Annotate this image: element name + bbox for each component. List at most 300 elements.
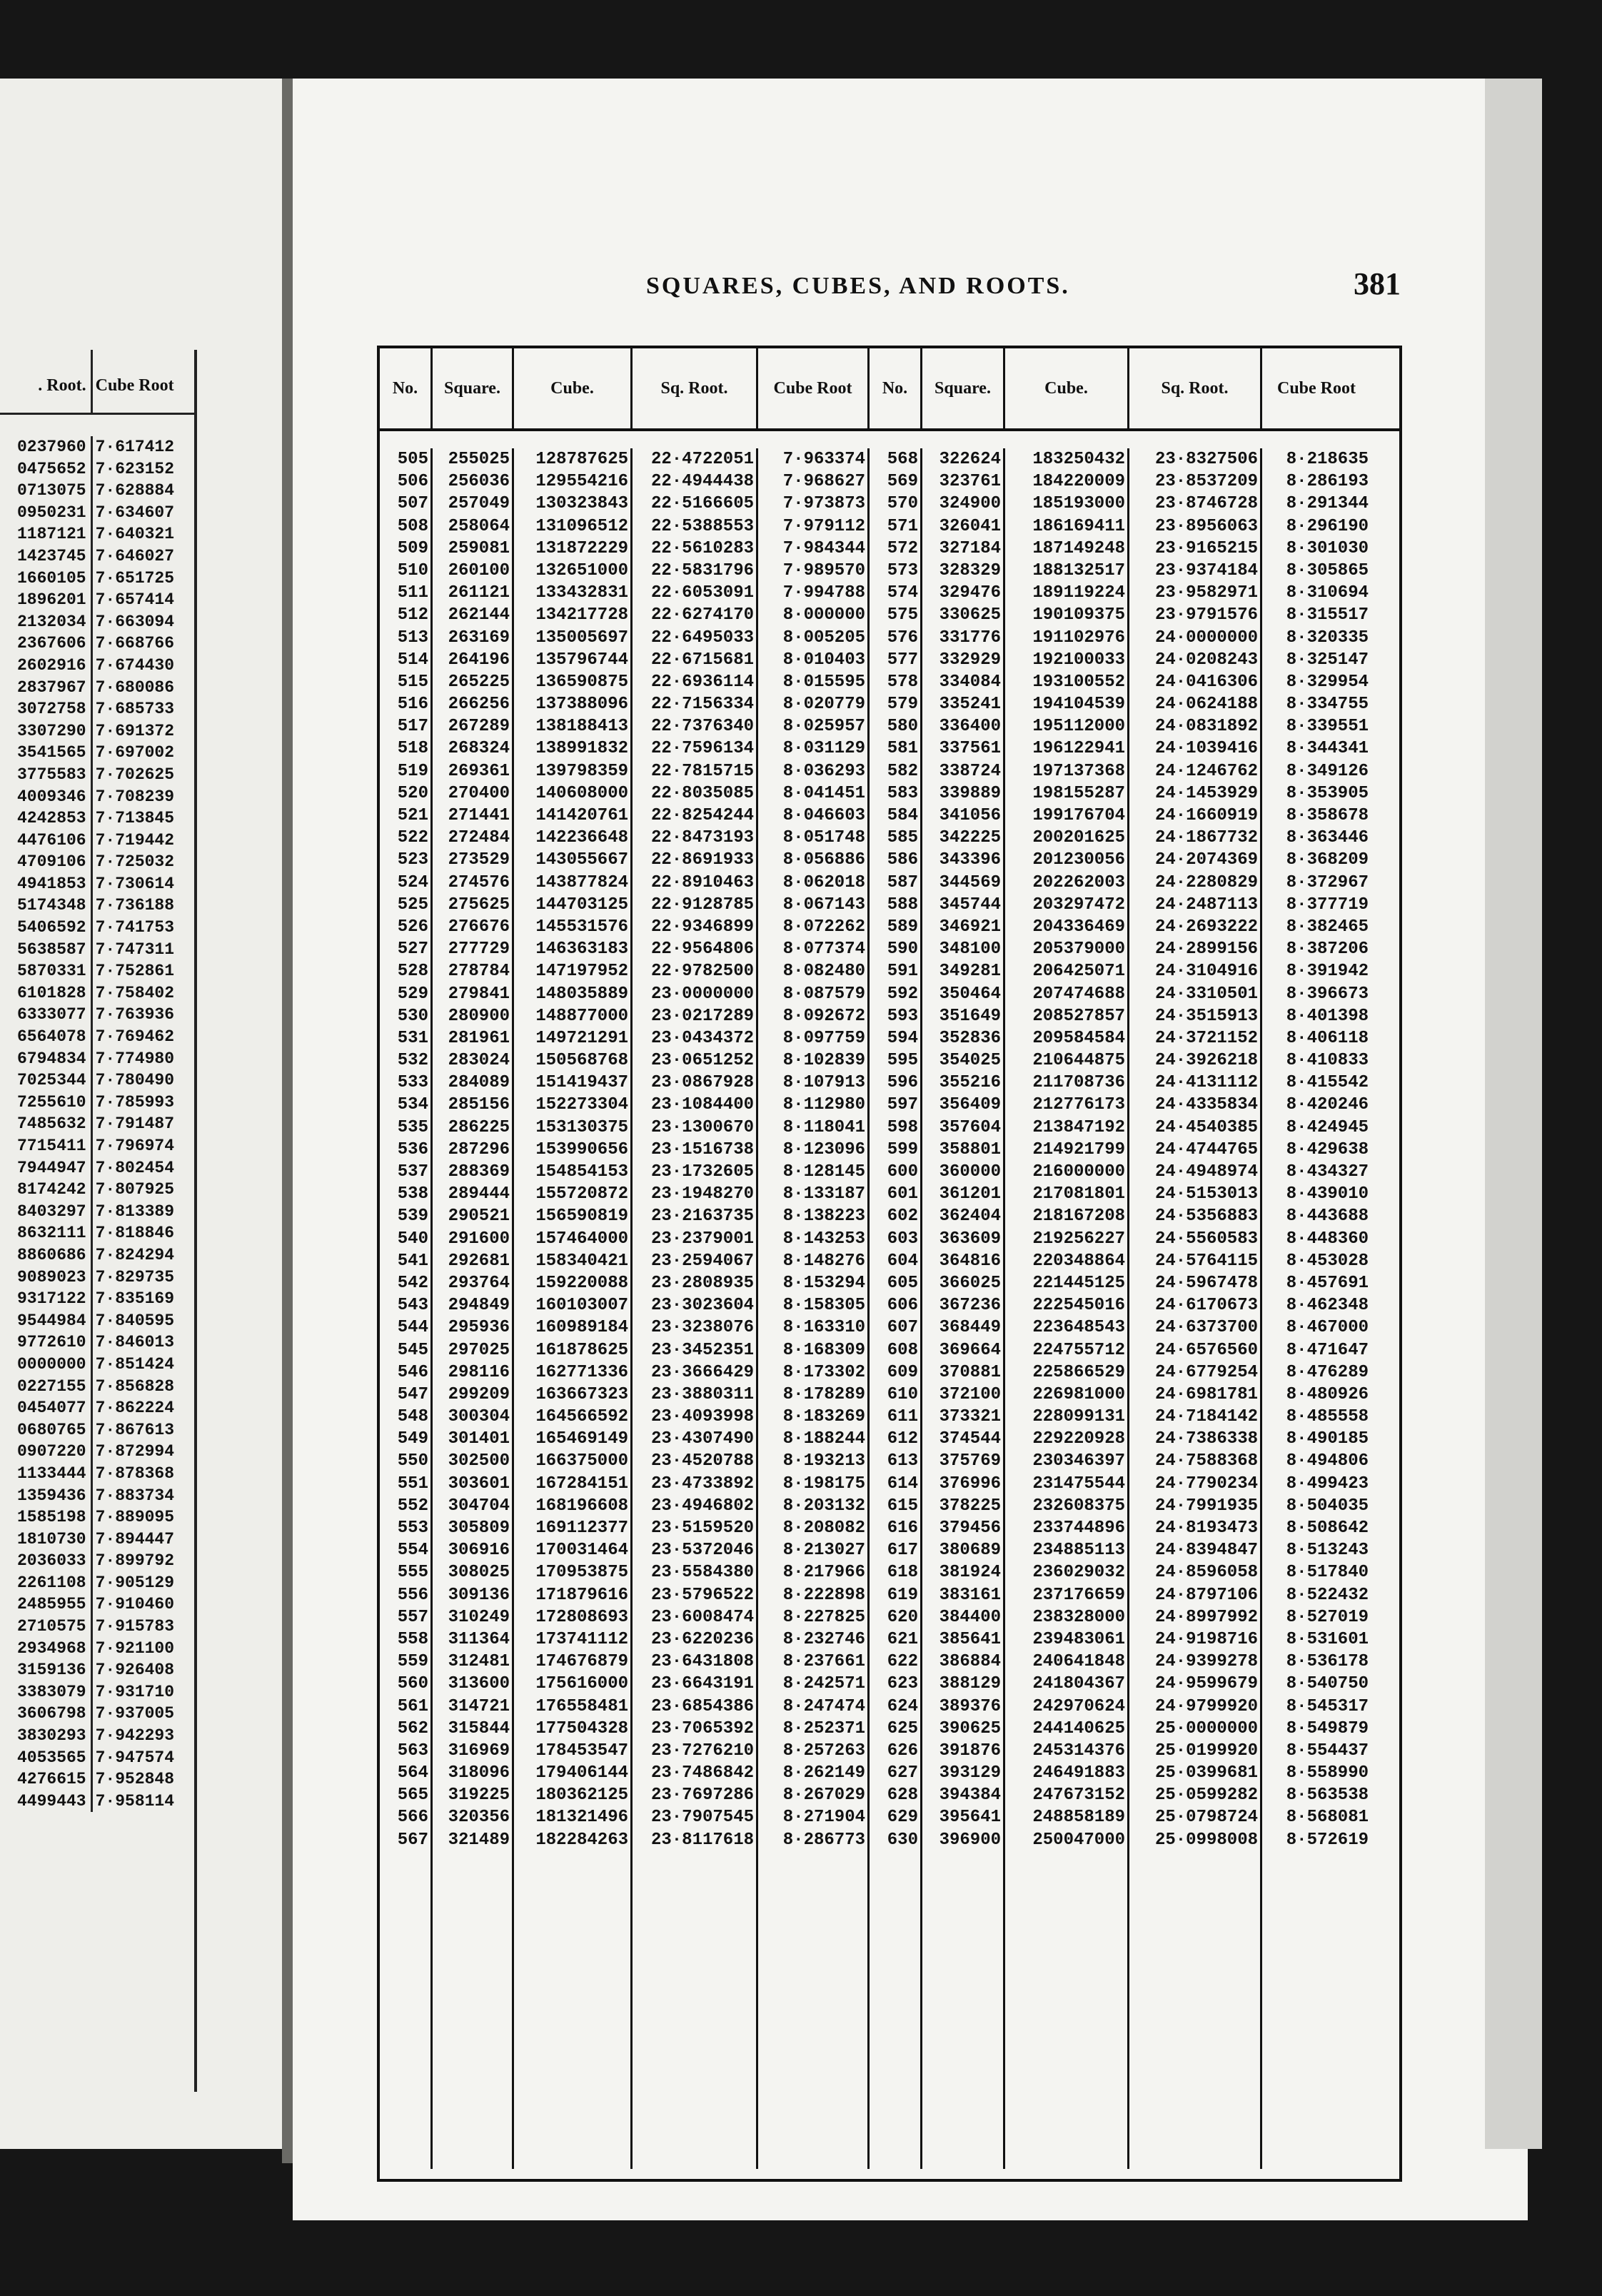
header-left-sqroot: Sq. Root. [633,348,758,428]
table-cell: 24·1246762 [1154,761,1258,781]
left-page-cube-root: 7·674430 [95,655,175,675]
table-cell: 357604 [939,1117,1001,1137]
table-cell: 23·7907545 [650,1808,754,1828]
left-page-sq-root: 0000000 [0,1354,93,1376]
table-cell: 548 [397,1407,428,1427]
table-cell: 24·3515913 [1154,1006,1258,1026]
table-cell: 25·0599282 [1154,1786,1258,1806]
table-cell: 313600 [448,1674,510,1694]
table-cell: 8·092672 [782,1006,865,1026]
table-cell: 505 [397,450,428,469]
table-cell: 369664 [939,1340,1001,1360]
table-cell: 356409 [939,1095,1001,1115]
left-page-cube-root: 7·747311 [95,940,175,959]
table-cell: 23·9791576 [1154,605,1258,625]
table-cell: 25·0000000 [1154,1718,1258,1738]
table-cell: 8·349126 [1286,761,1369,781]
table-cell: 158340421 [535,1251,628,1271]
table-cell: 8·490185 [1286,1429,1369,1449]
left-page-cube-root: 7·856828 [95,1376,175,1396]
table-cell: 8·453028 [1286,1251,1369,1271]
left-page-sq-root: 2602916 [0,655,93,677]
table-cell: 22·5610283 [650,538,754,558]
table-cell: 24·6576560 [1154,1340,1258,1360]
table-cell: 247673152 [1032,1786,1125,1806]
table-cell: 24·7184142 [1154,1407,1258,1427]
table-cell: 162771336 [535,1362,628,1382]
table-cell: 372100 [939,1384,1001,1404]
left-page-row [0,1288,194,1310]
header-left-cuberoot: Cube Root [758,348,870,428]
left-page-cube-root: 7·769462 [95,1027,175,1047]
table-cell: 380689 [939,1541,1001,1561]
left-page-sq-root: 0227155 [0,1376,93,1398]
left-page-row [0,545,194,568]
table-cell: 577 [887,650,918,670]
table-cell: 558 [397,1629,428,1649]
table-cell: 8·462348 [1286,1296,1369,1316]
table-cell: 316969 [448,1741,510,1761]
left-page-sq-root: 3541565 [0,742,93,764]
table-cell: 554 [397,1541,428,1561]
left-page-row [0,1267,194,1289]
table-cell: 608 [887,1340,918,1360]
left-page-row [0,1768,194,1791]
table-cell: 24·2074369 [1154,850,1258,870]
left-page-cube-root: 7·785993 [95,1092,175,1112]
left-page-row [0,568,194,590]
table-cell: 7·989570 [782,560,865,580]
table-cell: 24·0831892 [1154,717,1258,737]
table-cell: 8·527019 [1286,1607,1369,1627]
left-page-row [0,742,194,764]
table-cell: 146363183 [535,940,628,960]
table-cell: 151419437 [535,1073,628,1093]
left-page-cube-root: 7·829735 [95,1267,175,1287]
table-cell: 8·315517 [1286,605,1369,625]
left-page-sq-root: 7715411 [0,1135,93,1157]
table-cell: 23·4946802 [650,1496,754,1516]
table-cell: 135796744 [535,650,628,670]
table-cell: 543 [397,1296,428,1316]
table-cell: 24·0208243 [1154,650,1258,670]
table-cell: 214921799 [1032,1139,1125,1159]
left-page-sq-root: 7025344 [0,1069,93,1092]
table-cell: 230346397 [1032,1451,1125,1471]
table-cell: 8·247474 [782,1696,865,1716]
table-cell: 157464000 [535,1229,628,1249]
left-page-cube-root: 7·851424 [95,1354,175,1374]
table-cell: 24·9599679 [1154,1674,1258,1694]
table-cell: 527 [397,940,428,960]
table-cell: 173741112 [535,1629,628,1649]
table-cell: 152273304 [535,1095,628,1115]
left-page-sq-root: 2710575 [0,1616,93,1638]
table-cell: 626 [887,1741,918,1761]
left-page-cube-root: 7·752861 [95,962,175,981]
left-page-sq-root: 1896201 [0,589,93,611]
table-cell: 595 [887,1051,918,1071]
left-page-row [0,1529,194,1551]
table-cell: 312481 [448,1652,510,1672]
table-cell: 23·3023604 [650,1296,754,1316]
table-cell: 23·5584380 [650,1563,754,1583]
table-cell: 523 [397,850,428,870]
table-cell: 585 [887,828,918,848]
table-cell: 272484 [448,828,510,848]
table-cell: 263169 [448,628,510,648]
table-cell: 260100 [448,560,510,580]
table-cell: 8·406118 [1286,1028,1369,1048]
left-page-row [0,895,194,917]
table-cell: 239483061 [1032,1629,1125,1649]
table-cell: 8·163310 [782,1318,865,1338]
table-cell: 570 [887,494,918,514]
left-page-sq-root: 1423745 [0,545,93,568]
left-page-row [0,720,194,742]
table-cell: 23·8117618 [650,1830,754,1850]
left-page-row [0,1310,194,1332]
table-cell: 531 [397,1028,428,1048]
table-cell: 210644875 [1032,1051,1125,1071]
table-cell: 24·0416306 [1154,672,1258,692]
table-cell: 8·531601 [1286,1629,1369,1649]
table-cell: 576 [887,628,918,648]
header-right-no: No. [870,348,922,428]
table-cell: 132651000 [535,560,628,580]
table-cell: 22·8691933 [650,850,754,870]
left-page-row [0,480,194,502]
table-cell: 597 [887,1095,918,1115]
left-page-sq-root: 1187121 [0,523,93,545]
table-cell: 320356 [448,1808,510,1828]
table-cell: 8·227825 [782,1607,865,1627]
left-page-cube-root: 7·846013 [95,1333,175,1352]
table-cell: 180362125 [535,1786,628,1806]
table-cell: 25·0199920 [1154,1741,1258,1761]
table-cell: 559 [397,1652,428,1672]
table-cell: 24·3926218 [1154,1051,1258,1071]
left-page-sq-root: 5638587 [0,939,93,961]
table-cell: 358801 [939,1139,1001,1159]
left-page-sq-root: 4499443 [0,1791,93,1813]
table-cell: 530 [397,1006,428,1026]
table-cell: 7·968627 [782,472,865,492]
table-cell: 8·198175 [782,1474,865,1494]
left-page-row [0,1703,194,1725]
table-cell: 217081801 [1032,1184,1125,1204]
table-cell: 8·286193 [1286,472,1369,492]
table-cell: 628 [887,1786,918,1806]
table-cell: 607 [887,1318,918,1338]
table-cell: 276676 [448,917,510,937]
table-cell: 147197952 [535,962,628,982]
table-cell: 24·9799920 [1154,1696,1258,1716]
table-cell: 534 [397,1095,428,1115]
table-cell: 24·1867732 [1154,828,1258,848]
table-cell: 580 [887,717,918,737]
table-cell: 8·143253 [782,1229,865,1249]
table-cell: 188132517 [1032,560,1125,580]
table-cell: 179406144 [535,1763,628,1783]
table-cell: 324900 [939,494,1001,514]
left-page-row [0,960,194,982]
table-cell: 613 [887,1451,918,1471]
table-cell: 618 [887,1563,918,1583]
table-cell: 24·0624188 [1154,695,1258,715]
table-cell: 7·979112 [782,516,865,536]
table-cell: 196122941 [1032,739,1125,759]
left-page-row [0,1069,194,1092]
table-cell: 625 [887,1718,918,1738]
roots-table [377,346,1402,2182]
table-cell: 24·2693222 [1154,917,1258,937]
table-cell: 22·6715681 [650,650,754,670]
left-page-cube-root: 7·942293 [95,1726,175,1746]
table-cell: 24·6373700 [1154,1318,1258,1338]
left-page-cube-root: 7·697002 [95,743,175,762]
left-block-col-cube [514,448,633,2169]
table-cell: 265225 [448,672,510,692]
table-cell: 24·4540385 [1154,1117,1258,1137]
table-cell: 232608375 [1032,1496,1125,1516]
table-cell: 8·041451 [782,783,865,803]
table-cell: 241804367 [1032,1674,1125,1694]
table-cell: 284089 [448,1073,510,1093]
table-cell: 362404 [939,1207,1001,1227]
table-cell: 136590875 [535,672,628,692]
table-cell: 593 [887,1006,918,1026]
table-cell: 8·363446 [1286,828,1369,848]
table-cell: 178453547 [535,1741,628,1761]
left-page-cube-root: 7·813389 [95,1202,175,1221]
table-cell: 315844 [448,1718,510,1738]
table-cell: 24·7588368 [1154,1451,1258,1471]
table-cell: 308025 [448,1563,510,1583]
table-cell: 8·082480 [782,962,865,982]
left-page-row [0,1092,194,1114]
table-cell: 129554216 [535,472,628,492]
left-page-sq-root: 2485955 [0,1593,93,1616]
table-cell: 8·148276 [782,1251,865,1271]
table-cell: 242970624 [1032,1696,1125,1716]
table-cell: 23·7065392 [650,1718,754,1738]
left-page-row [0,807,194,830]
table-cell: 190109375 [1032,605,1125,625]
table-cell: 306916 [448,1541,510,1561]
table-cell: 23·2594067 [650,1251,754,1271]
table-cell: 24·1039416 [1154,739,1258,759]
table-cell: 295936 [448,1318,510,1338]
table-cell: 322624 [939,450,1001,469]
table-cell: 328329 [939,560,1001,580]
left-page-row [0,982,194,1004]
left-page-row [0,436,194,458]
table-cell: 528 [397,962,428,982]
table-cell: 8·467000 [1286,1318,1369,1338]
table-cell: 526 [397,917,428,937]
table-cell: 588 [887,895,918,915]
table-cell: 288369 [448,1162,510,1182]
table-cell: 23·3452351 [650,1340,754,1360]
left-page-cube-root: 7·931710 [95,1682,175,1701]
left-page-sq-root: 1359436 [0,1485,93,1507]
table-cell: 186169411 [1032,516,1125,536]
table-cell: 375769 [939,1451,1001,1471]
table-cell: 23·9582971 [1154,583,1258,603]
table-cell: 268324 [448,739,510,759]
table-cell: 383161 [939,1585,1001,1605]
table-cell: 8·173302 [782,1362,865,1382]
table-cell: 332929 [939,650,1001,670]
left-page-row [0,1638,194,1660]
table-cell: 373321 [939,1407,1001,1427]
left-page-sq-root: 7255610 [0,1092,93,1114]
table-cell: 193100552 [1032,672,1125,692]
table-cell: 24·0000000 [1154,628,1258,648]
table-cell: 226981000 [1032,1384,1125,1404]
left-page-row [0,830,194,852]
left-page-cube-root: 7·824294 [95,1245,175,1264]
left-page-row [0,1135,194,1157]
table-cell: 8·286773 [782,1830,865,1850]
table-cell: 601 [887,1184,918,1204]
left-page-row [0,1004,194,1026]
table-cell: 8·218635 [1286,450,1369,469]
table-cell: 294849 [448,1296,510,1316]
table-cell: 23·8537209 [1154,472,1258,492]
table-cell: 255025 [448,450,510,469]
table-cell: 361201 [939,1184,1001,1204]
table-cell: 198155287 [1032,783,1125,803]
table-cell: 609 [887,1362,918,1382]
table-cell: 8·015595 [782,672,865,692]
table-cell: 8·000000 [782,605,865,625]
header-right-cuberoot: Cube Root [1276,378,1356,398]
table-cell: 560 [397,1674,428,1694]
header-left-square: Square. [433,348,514,428]
table-cell: 8·005205 [782,628,865,648]
table-cell: 540 [397,1229,428,1249]
table-cell: 581 [887,739,918,759]
left-page-row [0,1201,194,1223]
table-cell: 8·193213 [782,1451,865,1471]
table-cell: 300304 [448,1407,510,1427]
table-cell: 507 [397,494,428,514]
table-cell: 22·9128785 [650,895,754,915]
left-page-sq-root: 3307290 [0,720,93,742]
table-cell: 256036 [448,472,510,492]
left-page-sq-root: 6794834 [0,1048,93,1070]
left-block-col-square [433,448,514,2169]
table-cell: 567 [397,1830,428,1850]
table-cell: 23·2163735 [650,1207,754,1227]
table-cell: 391876 [939,1741,1001,1761]
left-page-cube-root: 7·628884 [95,481,175,500]
table-cell: 172808693 [535,1607,628,1627]
table-cell: 224755712 [1032,1340,1125,1360]
table-cell: 586 [887,850,918,870]
table-cell: 234885113 [1032,1541,1125,1561]
table-cell: 344569 [939,872,1001,892]
table-cell: 164566592 [535,1407,628,1427]
table-cell: 262144 [448,605,510,625]
left-page-cube-root: 7·818846 [95,1224,175,1243]
table-cell: 281961 [448,1028,510,1048]
table-cell: 8·377719 [1286,895,1369,915]
table-cell: 598 [887,1117,918,1137]
table-cell: 22·5388553 [650,516,754,536]
left-page-row [0,1659,194,1681]
table-cell: 553 [397,1519,428,1538]
table-cell: 22·4722051 [650,450,754,469]
table-cell: 8·396673 [1286,984,1369,1004]
table-cell: 8·183269 [782,1407,865,1427]
table-cell: 537 [397,1162,428,1182]
table-cell: 8·382465 [1286,917,1369,937]
table-cell: 23·7276210 [650,1741,754,1761]
table-cell: 192100033 [1032,650,1125,670]
table-cell: 555 [397,1563,428,1583]
table-cell: 134217728 [535,605,628,625]
table-cell: 23·6008474 [650,1607,754,1627]
table-cell: 156590819 [535,1207,628,1227]
table-cell: 246491883 [1032,1763,1125,1783]
table-cell: 7·994788 [782,583,865,603]
table-cell: 244140625 [1032,1718,1125,1738]
table-cell: 271441 [448,806,510,825]
table-cell: 516 [397,695,428,715]
left-page-sq-root: 3606798 [0,1703,93,1725]
table-cell: 212776173 [1032,1095,1125,1115]
left-page-cube-root: 7·958114 [95,1791,175,1811]
left-page-cube-root: 7·835169 [95,1289,175,1309]
table-cell: 23·8956063 [1154,516,1258,536]
table-cell: 8·572619 [1286,1830,1369,1850]
table-cell: 584 [887,806,918,825]
table-cell: 8·010403 [782,650,865,670]
table-cell: 583 [887,783,918,803]
table-cell: 519 [397,761,428,781]
table-cell: 615 [887,1496,918,1516]
table-cell: 23·6854386 [650,1696,754,1716]
table-cell: 184220009 [1032,472,1125,492]
table-cell: 8·485558 [1286,1407,1369,1427]
left-page-row [0,1747,194,1769]
table-cell: 345744 [939,895,1001,915]
table-cell: 219256227 [1032,1229,1125,1249]
left-page-row [0,873,194,895]
table-cell: 8·410833 [1286,1051,1369,1071]
table-cell: 8·188244 [782,1429,865,1449]
table-cell: 8·128145 [782,1162,865,1182]
table-cell: 578 [887,672,918,692]
table-cell: 7·973873 [782,494,865,514]
table-cell: 8·020779 [782,695,865,715]
left-page-row [0,786,194,808]
right-block-col-cube [1005,448,1129,2169]
table-cell: 327184 [939,538,1001,558]
left-page-cube-root: 7·763936 [95,1005,175,1024]
table-cell: 589 [887,917,918,937]
table-cell: 350464 [939,984,1001,1004]
table-cell: 197137368 [1032,761,1125,781]
table-cell: 258064 [448,516,510,536]
left-page-row [0,655,194,677]
left-page-sq-root: 8403297 [0,1201,93,1223]
table-cell: 536 [397,1139,428,1159]
left-page-sq-root: 4053565 [0,1747,93,1769]
